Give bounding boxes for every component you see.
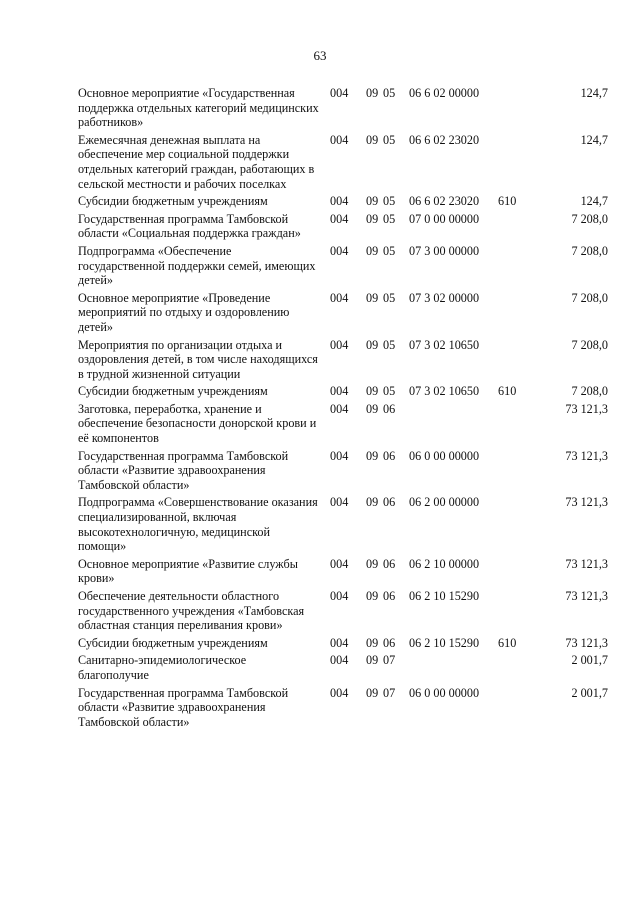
page-number: 63 (313, 48, 327, 63)
row-name: Основное мероприятие «Развитие службы крови» (78, 556, 298, 586)
admin-code: 004 (330, 290, 349, 305)
subsection-code: 05 (383, 243, 396, 258)
section-code: 09 (366, 495, 379, 510)
target-article-code: 07 0 00 00000 (409, 211, 480, 226)
target-article-code: 06 2 10 15290 (409, 589, 480, 603)
admin-code: 004 (330, 211, 349, 226)
section-code: 09 (366, 337, 379, 352)
subsection-code: 05 (383, 194, 396, 209)
admin-code: 004 (330, 495, 349, 510)
target-article-code: 07 3 02 10650 (409, 384, 480, 399)
table-row (78, 686, 608, 730)
section-code: 09 (366, 556, 379, 571)
amount-value: 7 208,0 (571, 243, 608, 258)
subsection-code: 05 (383, 211, 396, 226)
row-name: Подпрограмма «Обеспечение государственной поддержки семей, имеющих детей» (78, 243, 316, 288)
subsection-code: 06 (383, 635, 396, 650)
expense-type-code: 610 (498, 384, 517, 399)
admin-code: 004 (330, 685, 349, 700)
amount-value: 73 121,3 (565, 401, 608, 416)
admin-code: 004 (330, 589, 349, 603)
section-code: 09 (366, 685, 379, 700)
table-row (78, 194, 608, 209)
amount-value: 2 001,7 (571, 685, 608, 700)
table-row (78, 291, 608, 335)
target-article-code: 06 2 00 00000 (409, 495, 480, 510)
row-name: Основное мероприятие «Государственная поддержка отдельных категорий медицинских работников» (78, 86, 319, 130)
subsection-code: 07 (383, 653, 396, 668)
section-code: 09 (366, 132, 379, 147)
table-row (78, 495, 608, 553)
target-article-code: 06 0 00 00000 (409, 448, 480, 463)
amount-value: 124,7 (580, 86, 608, 100)
admin-code: 004 (330, 448, 349, 463)
expense-type-code: 610 (498, 194, 517, 209)
table-row (78, 653, 608, 682)
target-article-code: 06 6 02 00000 (409, 86, 480, 100)
section-code: 09 (366, 635, 379, 650)
row-name: Подпрограмма «Совершенствование оказания специализированной, включая высокотехнологичную, медицинской помощи» (78, 495, 318, 554)
admin-code: 004 (330, 86, 349, 100)
section-code: 09 (366, 243, 379, 258)
row-name: Мероприятия по организации отдыха и оздоровления детей, в том числе находящихся в трудной жизненной ситуации (78, 337, 318, 381)
table-row (78, 133, 608, 191)
section-code: 09 (366, 194, 379, 209)
subsection-code: 07 (383, 685, 396, 700)
admin-code: 004 (330, 653, 349, 668)
table-row (78, 338, 608, 382)
budget-table (78, 86, 608, 729)
subsection-code: 05 (383, 132, 396, 147)
amount-value: 7 208,0 (571, 337, 608, 352)
amount-value: 73 121,3 (565, 589, 608, 603)
amount-value: 2 001,7 (571, 653, 608, 668)
admin-code: 004 (330, 337, 349, 352)
amount-value: 73 121,3 (565, 556, 608, 571)
target-article-code: 07 3 00 00000 (409, 243, 480, 258)
table-row (78, 86, 608, 130)
amount-value: 7 208,0 (571, 211, 608, 226)
target-article-code: 07 3 02 00000 (409, 290, 480, 305)
section-code: 09 (366, 86, 379, 100)
row-name: Основное мероприятие «Проведение мероприятий по отдыху и оздоровлению детей» (78, 290, 290, 334)
target-article-code: 07 3 02 10650 (409, 337, 480, 352)
section-code: 09 (366, 290, 379, 305)
amount-value: 73 121,3 (565, 448, 608, 463)
section-code: 09 (366, 589, 379, 603)
subsection-code: 06 (383, 589, 396, 603)
section-code: 09 (366, 653, 379, 668)
row-name: Государственная программа Тамбовской области «Социальная поддержка граждан» (78, 211, 301, 241)
expense-type-code: 610 (498, 635, 517, 650)
subsection-code: 06 (383, 495, 396, 510)
row-name: Государственная программа Тамбовской области «Развитие здравоохранения Тамбовской области» (78, 448, 289, 492)
amount-value: 73 121,3 (565, 635, 608, 650)
table-row (78, 636, 608, 651)
row-name: Субсидии бюджетным учреждениям (78, 194, 268, 209)
amount-value: 73 121,3 (565, 495, 608, 510)
admin-code: 004 (330, 132, 349, 147)
admin-code: 004 (330, 243, 349, 258)
subsection-code: 06 (383, 556, 396, 571)
subsection-code: 06 (383, 401, 396, 416)
target-article-code: 06 0 00 00000 (409, 685, 480, 700)
row-name: Субсидии бюджетным учреждениям (78, 635, 268, 650)
amount-value: 7 208,0 (571, 290, 608, 305)
admin-code: 004 (330, 401, 349, 416)
subsection-code: 06 (383, 448, 396, 463)
row-name: Санитарно-эпидемиологическое благополучие (78, 653, 247, 682)
row-name: Государственная программа Тамбовской области «Развитие здравоохранения Тамбовской области» (78, 685, 289, 729)
subsection-code: 05 (383, 384, 396, 399)
section-code: 09 (366, 448, 379, 463)
admin-code: 004 (330, 556, 349, 571)
row-name: Заготовка, переработка, хранение и обеспечение безопасности донорской крови и её компонентов (78, 401, 317, 446)
table-row (78, 384, 608, 399)
subsection-code: 05 (383, 86, 396, 100)
table-row (78, 244, 608, 288)
amount-value: 7 208,0 (571, 384, 608, 399)
admin-code: 004 (330, 635, 349, 650)
admin-code: 004 (330, 384, 349, 399)
target-article-code: 06 6 02 23020 (409, 132, 480, 147)
subsection-code: 05 (383, 290, 396, 305)
table-row (78, 212, 608, 241)
amount-value: 124,7 (580, 132, 608, 147)
section-code: 09 (366, 401, 379, 416)
row-name: Ежемесячная денежная выплата на обеспечение мер социальной поддержки отдельных категорий граждан, работающих в сельской местности и рабочих поселках (78, 132, 315, 191)
table-row (78, 557, 608, 586)
section-code: 09 (366, 211, 379, 226)
row-name: Обеспечение деятельности областного государственного учреждения «Тамбовская областная станция переливания крови» (78, 589, 305, 633)
target-article-code: 06 6 02 23020 (409, 194, 480, 209)
table-row (78, 402, 608, 446)
section-code: 09 (366, 384, 379, 399)
target-article-code: 06 2 10 15290 (409, 635, 480, 650)
target-article-code: 06 2 10 00000 (409, 556, 480, 571)
amount-value: 124,7 (580, 194, 608, 209)
admin-code: 004 (330, 194, 349, 209)
table-row (78, 449, 608, 493)
row-name: Субсидии бюджетным учреждениям (78, 384, 268, 399)
table-row (78, 589, 608, 633)
subsection-code: 05 (383, 337, 396, 352)
